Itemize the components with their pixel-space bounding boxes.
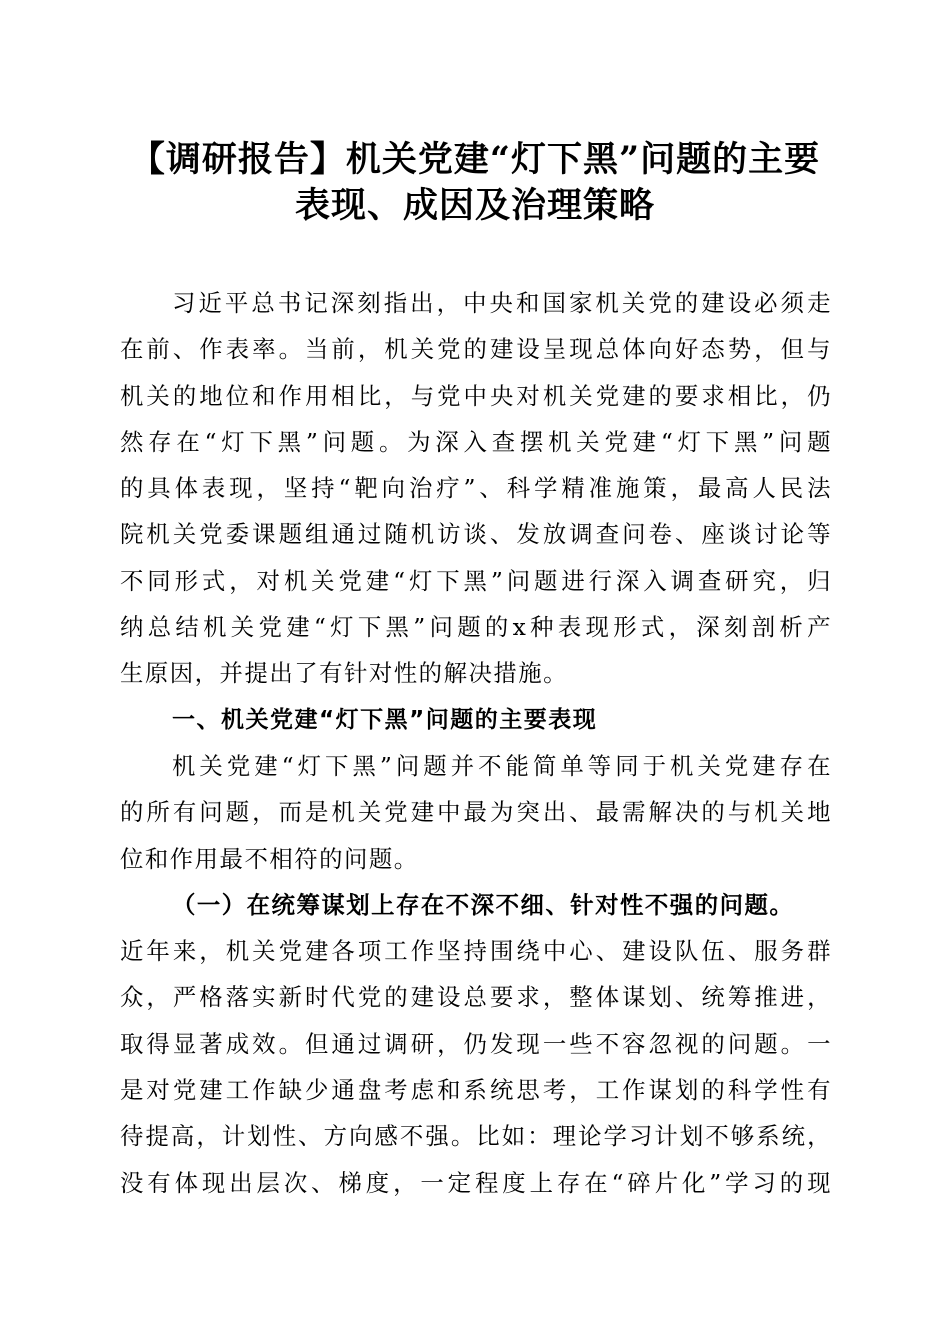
paragraph-3-line: 是对党建工作缺少通盘考虑和系统思考，工作谋划的科学性有 [120, 1076, 832, 1105]
paragraph-3-line: 众，严格落实新时代党的建设总要求，整体谋划、统筹推进， [120, 983, 832, 1012]
document-title-line-1: 【调研报告】机关党建“灯下黑”问题的主要 [129, 139, 821, 180]
document-body [120, 280, 832, 1206]
paragraph-1-line: 的具体表现，坚持“靶向治疗”、科学精准施策，最高人民法 [120, 474, 832, 503]
paragraph-1-line: 习近平总书记深刻指出，中央和国家机关党的建设必须走 [172, 289, 832, 317]
paragraph-1-line: 纳总结机关党建“灯下黑”问题的x种表现形式，深刻剖析产 [120, 613, 832, 642]
paragraph-1-line: 生原因，并提出了有针对性的解决措施。 [120, 659, 569, 688]
paragraph-2-line: 位和作用最不相符的问题。 [120, 844, 419, 873]
paragraph-1-line: 在前、作表率。当前，机关党的建设呈现总体向好态势，但与 [120, 335, 832, 364]
section-1-heading: 一、机关党建“灯下黑”问题的主要表现 [172, 706, 598, 733]
document-title-line-2: 表现、成因及治理策略 [294, 185, 655, 226]
paragraph-1-line: 不同形式，对机关党建“灯下黑”问题进行深入调查研究，归 [120, 566, 832, 595]
paragraph-1-line: 然存在“灯下黑”问题。为深入查摆机关党建“灯下黑”问题 [120, 427, 832, 456]
paragraph-3-line: 近年来，机关党建各项工作坚持围绕中心、建设队伍、服务群 [120, 937, 832, 966]
paragraph-3-line: 待提高，计划性、方向感不强。比如：理论学习计划不够系统， [120, 1122, 832, 1151]
paragraph-2-line: 的所有问题，而是机关党建中最为突出、最需解决的与机关地 [120, 798, 832, 827]
paragraph-3-line: 没有体现出层次、梯度，一定程度上存在“碎片化”学习的现 [120, 1168, 832, 1197]
paragraph-1-line: 机关的地位和作用相比，与党中央对机关党建的要求相比，仍 [120, 381, 832, 410]
paragraph-1-line: 院机关党委课题组通过随机访谈、发放调查问卷、座谈讨论等 [120, 520, 832, 549]
subsection-1-heading: （一）在统筹谋划上存在不深不细、针对性不强的问题。 [172, 890, 795, 919]
paragraph-3-line: 取得显著成效。但通过调研，仍发现一些不容忽视的问题。一 [120, 1029, 832, 1058]
paragraph-2-line: 机关党建“灯下黑”问题并不能简单等同于机关党建存在 [172, 751, 832, 780]
